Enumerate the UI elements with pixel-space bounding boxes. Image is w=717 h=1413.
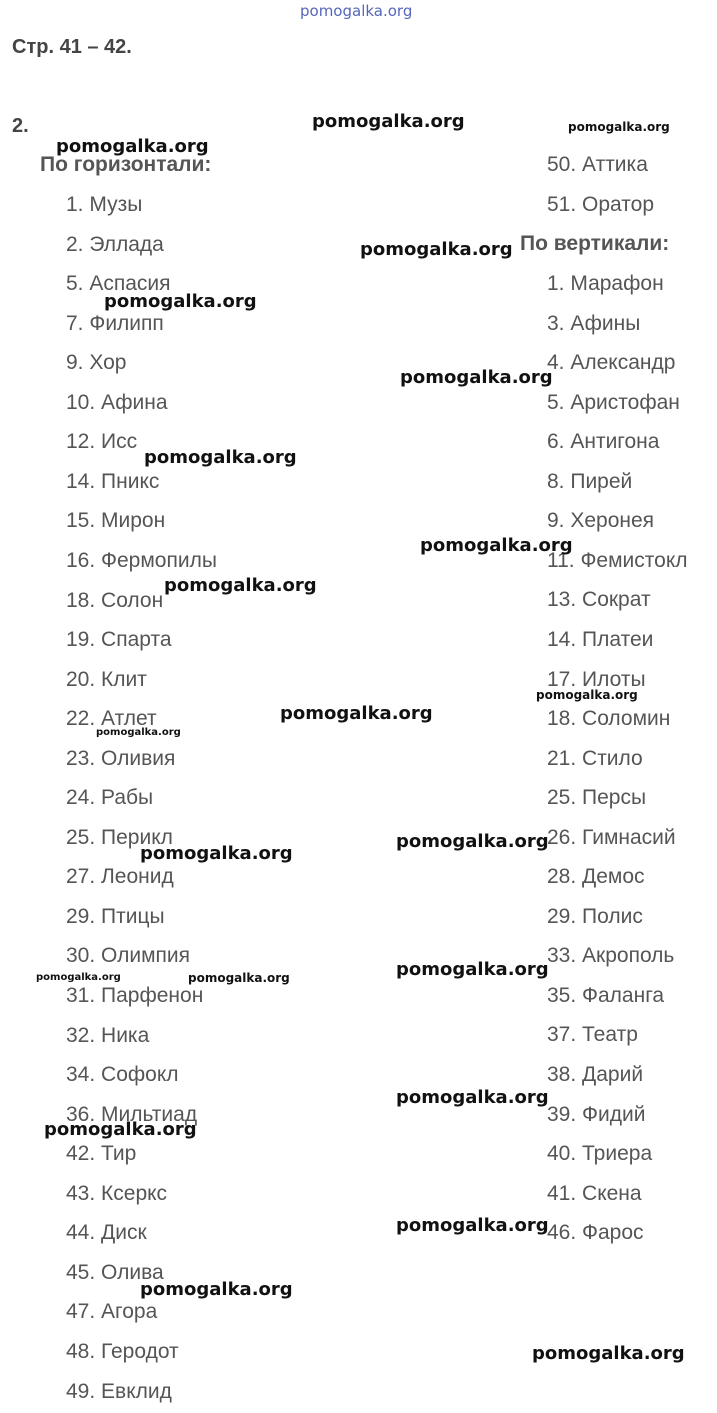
- horizontal-answer-item: 15. Мирон: [66, 509, 166, 533]
- horizontal-answer-item: 20. Клит: [66, 667, 147, 691]
- horizontal-answer-item: 9. Хор: [66, 351, 127, 375]
- watermark-text: pomogalka.org: [396, 1087, 549, 1108]
- horizontal-answer-item: 47. Агора: [66, 1300, 158, 1324]
- watermark-text: pomogalka.org: [188, 971, 290, 985]
- vertical-answer-item: 18. Соломин: [547, 707, 671, 731]
- vertical-answer-item: 17. Илоты: [547, 667, 646, 691]
- watermark-text: pomogalka.org: [396, 959, 549, 980]
- watermark-text: pomogalka.org: [568, 120, 670, 134]
- horizontal-answer-item: 31. Парфенон: [66, 984, 204, 1007]
- horizontal-answer-item: 22. Атлет: [66, 707, 157, 731]
- vertical-answer-item: 39. Фидий: [547, 1102, 646, 1126]
- horizontal-answer-item: 10. Афина: [66, 390, 168, 414]
- horizontal-answer-item: 2. Эллада: [66, 232, 164, 256]
- watermark-text: pomogalka.org: [360, 239, 513, 260]
- watermark-text: pomogalka.org: [104, 291, 257, 312]
- horizontal-answer-item: 5. Аспасия: [66, 272, 171, 296]
- vertical-answer-item: 37. Театр: [547, 1023, 638, 1047]
- vertical-answer-item: 8. Пирей: [547, 469, 633, 493]
- horizontal-answer-item: 36. Мильтиад: [66, 1102, 198, 1126]
- vertical-heading: По вертикали:: [520, 232, 670, 255]
- horizontal-answer-item: 50. Аттика: [547, 153, 648, 176]
- watermark-text: pomogalka.org: [400, 367, 553, 388]
- horizontal-answer-item: 32. Ника: [66, 1023, 150, 1047]
- horizontal-heading: По горизонтали:: [40, 153, 212, 176]
- horizontal-answer-item: 12. Исс: [66, 430, 138, 454]
- horizontal-answer-item: 16. Фермопилы: [66, 548, 217, 572]
- horizontal-answer-item: 14. Пникс: [66, 469, 160, 493]
- vertical-answer-item: 28. Демос: [547, 865, 645, 889]
- horizontal-answer-item: 27. Леонид: [66, 865, 174, 889]
- watermark-text: pomogalka.org: [36, 972, 121, 983]
- vertical-answer-item: 13. Сократ: [547, 588, 651, 612]
- horizontal-answer-item: 45. Олива: [66, 1260, 164, 1284]
- watermark-text: pomogalka.org: [56, 136, 209, 157]
- vertical-answer-item: 11. Фемистокл: [547, 548, 688, 572]
- vertical-answer-item: 4. Александр: [547, 351, 676, 375]
- vertical-answer-item: 46. Фарос: [547, 1221, 644, 1245]
- watermark-text: pomogalka.org: [96, 727, 181, 738]
- vertical-answer-item: 35. Фаланга: [547, 983, 665, 1007]
- horizontal-answer-item: 42. Тир: [66, 1142, 137, 1166]
- watermark-text: pomogalka.org: [280, 703, 433, 724]
- horizontal-answer-item: 43. Ксеркс: [66, 1181, 168, 1205]
- watermark-text: pomogalka.org: [420, 535, 573, 556]
- vertical-answer-item: 38. Дарий: [547, 1063, 644, 1086]
- horizontal-answer-item: 44. Диск: [66, 1221, 147, 1245]
- horizontal-answer-item: 23. Оливия: [66, 746, 176, 770]
- horizontal-answer-item: 24. Рабы: [66, 786, 154, 810]
- watermark-text: pomogalka.org: [44, 1119, 197, 1140]
- horizontal-answer-item: 49. Евклид: [66, 1379, 172, 1403]
- vertical-answer-item: 41. Скена: [547, 1181, 642, 1205]
- vertical-answer-item: 3. Афины: [547, 311, 641, 335]
- watermark-text: pomogalka.org: [164, 575, 317, 596]
- watermark-text: pomogalka.org: [312, 111, 465, 132]
- page-range-title: Стр. 41 – 42.: [12, 36, 132, 58]
- watermark-text: pomogalka.org: [536, 688, 638, 702]
- vertical-answer-item: 25. Персы: [547, 786, 647, 810]
- horizontal-answer-item: 19. Спарта: [66, 628, 172, 652]
- watermark-text: pomogalka.org: [396, 831, 549, 852]
- vertical-answer-item: 14. Платеи: [547, 627, 654, 651]
- watermark-text: pomogalka.org: [140, 1279, 293, 1300]
- horizontal-answer-item: 18. Солон: [66, 588, 164, 612]
- site-watermark-top: pomogalka.org: [300, 2, 413, 20]
- vertical-answer-item: 33. Акрополь: [547, 944, 675, 968]
- task-number: 2.: [12, 115, 29, 137]
- vertical-answer-item: 21. Стило: [547, 746, 643, 770]
- vertical-answer-item: 1. Марафон: [547, 272, 664, 295]
- horizontal-answer-item: 29. Птицы: [66, 904, 165, 928]
- vertical-answer-item: 9. Херонея: [547, 509, 655, 533]
- horizontal-answer-item: 34. Софокл: [66, 1063, 179, 1087]
- vertical-answer-item: 40. Триера: [547, 1142, 653, 1166]
- vertical-answer-item: 26. Гимнасий: [547, 825, 676, 849]
- horizontal-answer-item: 30. Олимпия: [66, 944, 191, 968]
- horizontal-answer-item: 25. Перикл: [66, 825, 173, 849]
- horizontal-answer-item: 7. Филипп: [66, 311, 164, 335]
- watermark-text: pomogalka.org: [140, 843, 293, 864]
- vertical-answer-item: 6. Антигона: [547, 430, 660, 454]
- vertical-answer-item: 29. Полис: [547, 904, 643, 928]
- horizontal-answer-item: 48. Геродот: [66, 1339, 179, 1363]
- vertical-answer-item: 5. Аристофан: [547, 390, 680, 414]
- watermark-text: pomogalka.org: [532, 1343, 685, 1364]
- watermark-text: pomogalka.org: [144, 447, 297, 468]
- watermark-text: pomogalka.org: [396, 1215, 549, 1236]
- horizontal-answer-item: 51. Оратор: [547, 192, 654, 216]
- horizontal-answer-item: 1. Музы: [66, 193, 143, 216]
